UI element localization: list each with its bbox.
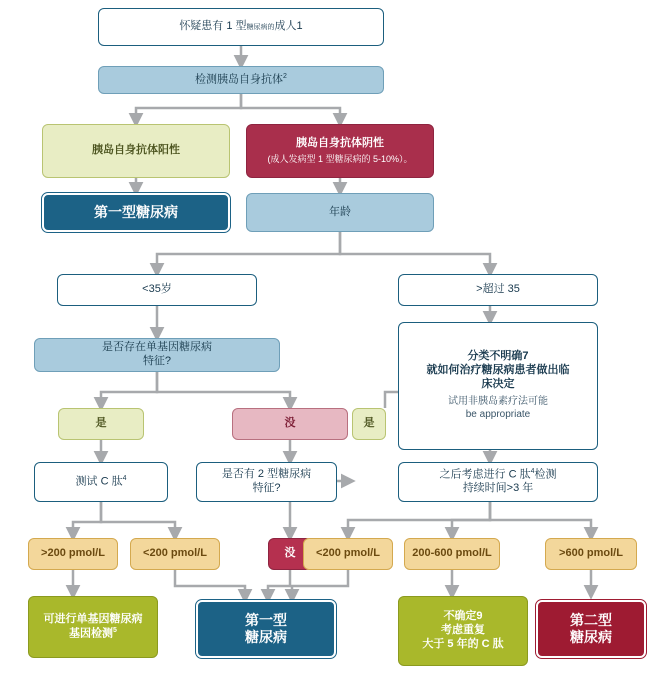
node-unclear-classification-note-2: be appropriate <box>465 409 531 421</box>
node-cpeptide-gt-200 <box>28 538 118 570</box>
node-monogenic-genetic-testing-label-1: 可进行单基因糖尿病 <box>43 612 143 625</box>
node-indeterminate-label-1: 不确定9 <box>443 610 483 623</box>
node-unclear-classification-label-2: 就如何治疗糖尿病患者做出临 <box>426 364 570 377</box>
node-type2-features-label-2: 特征? <box>252 482 281 494</box>
node-consider-c-peptide-label-2: 检测 <box>534 468 557 481</box>
node-consider-c-peptide-sup: 4 <box>530 467 535 475</box>
node-cpeptide-gt-200-label: >200 pmol/L <box>41 547 105 560</box>
node-suspect-type1 <box>98 8 384 46</box>
node-age-under-35 <box>57 274 257 306</box>
node-type1-diabetes-mid-label-2: 糖尿病 <box>245 629 287 645</box>
node-indeterminate <box>398 596 528 666</box>
node-monogenic-features <box>34 338 280 372</box>
node-yes-monogenic <box>58 408 144 440</box>
node-test-c-peptide <box>34 462 168 502</box>
node-type1-diabetes-mid-label-1: 第一型 <box>245 611 287 628</box>
node-no-type2-features-label: 没 <box>284 547 296 560</box>
node-unclear-classification-note-1: 试用非胰岛素疗法可能 <box>448 395 548 407</box>
node-type1-diabetes-mid <box>196 600 336 658</box>
node-unclear-classification-label-3: 床决定 <box>481 377 515 390</box>
node-no-monogenic-label: 没 <box>284 417 296 430</box>
node-age <box>246 193 434 232</box>
node-cpeptide-gt-600-label: >600 pmol/L <box>559 547 623 560</box>
node-test-c-peptide-label: 测试 C 肽 <box>75 475 123 488</box>
node-age-over-35-label: >超过 35 <box>476 283 520 296</box>
node-autoantibody-negative-sub: (成人发病型 1 型糖尿病的 5-10%）。 <box>267 153 413 164</box>
node-yes-type2-features-label: 是 <box>363 417 375 430</box>
node-test-autoantibodies-sup: 2 <box>283 72 287 80</box>
node-age-label: 年龄 <box>329 205 351 218</box>
node-monogenic-genetic-testing-sup: 5 <box>113 626 117 634</box>
node-autoantibody-negative-label: 胰岛自身抗体阴性 <box>296 137 384 149</box>
node-yes-type2-features <box>352 408 386 440</box>
node-indeterminate-label-3: 大于 5 年的 C 肽 <box>422 637 504 650</box>
node-monogenic-genetic-testing-label-2: 基因检测 <box>69 627 114 640</box>
node-age-under-35-label: <35岁 <box>142 283 172 296</box>
node-monogenic-features-label-1: 是否存在单基因糖尿病 <box>102 341 212 354</box>
node-autoantibody-positive <box>42 124 230 178</box>
node-type2-features <box>196 462 337 502</box>
node-consider-c-peptide-label-3: 持续时间>3 年 <box>462 482 534 495</box>
node-cpeptide-lt-200-b-label: <200 pmol/L <box>316 547 380 560</box>
node-suspect-label-1: 怀疑患有 1 型 <box>179 20 247 33</box>
node-type1-diabetes-left <box>42 193 230 232</box>
node-suspect-label-3: 成人1 <box>274 20 303 33</box>
node-cpeptide-lt-200-a <box>130 538 220 570</box>
node-test-c-peptide-sup: 4 <box>122 474 127 482</box>
node-no-monogenic <box>232 408 348 440</box>
node-test-autoantibodies-label: 检测胰岛自身抗体 <box>195 73 284 86</box>
node-cpeptide-gt-600 <box>545 538 637 570</box>
node-consider-c-peptide-later <box>398 462 598 502</box>
node-monogenic-features-label-2: 特征? <box>142 355 172 367</box>
node-unclear-classification <box>398 322 598 450</box>
node-test-islet-autoantibodies <box>98 66 384 94</box>
node-type2-diabetes-label-2: 糖尿病 <box>570 629 612 645</box>
node-autoantibody-negative <box>246 124 434 178</box>
node-cpeptide-200-600-label: 200-600 pmol/L <box>412 547 492 560</box>
node-type1-diabetes-left-label: 第一型糖尿病 <box>94 203 178 220</box>
node-suspect-label-2: 糖尿病的 <box>246 24 275 32</box>
node-monogenic-genetic-testing <box>28 596 158 658</box>
node-indeterminate-label-2: 考虑重复 <box>441 624 485 637</box>
node-cpeptide-lt-200-a-label: <200 pmol/L <box>143 547 207 560</box>
node-cpeptide-lt-200-b <box>303 538 393 570</box>
node-type2-diabetes-label-1: 第二型 <box>570 611 612 628</box>
node-yes-monogenic-label: 是 <box>95 417 107 430</box>
node-age-over-35 <box>398 274 598 306</box>
node-unclear-classification-label-1: 分类不明确7 <box>467 350 529 363</box>
node-autoantibody-positive-label: 胰岛自身抗体阳性 <box>92 144 180 157</box>
node-cpeptide-200-600 <box>404 538 500 570</box>
node-type2-features-label-1: 是否有 2 型糖尿病 <box>221 468 312 481</box>
node-consider-c-peptide-label-1: 之后考虑进行 C 肽 <box>439 468 531 481</box>
node-type2-diabetes <box>536 600 646 658</box>
